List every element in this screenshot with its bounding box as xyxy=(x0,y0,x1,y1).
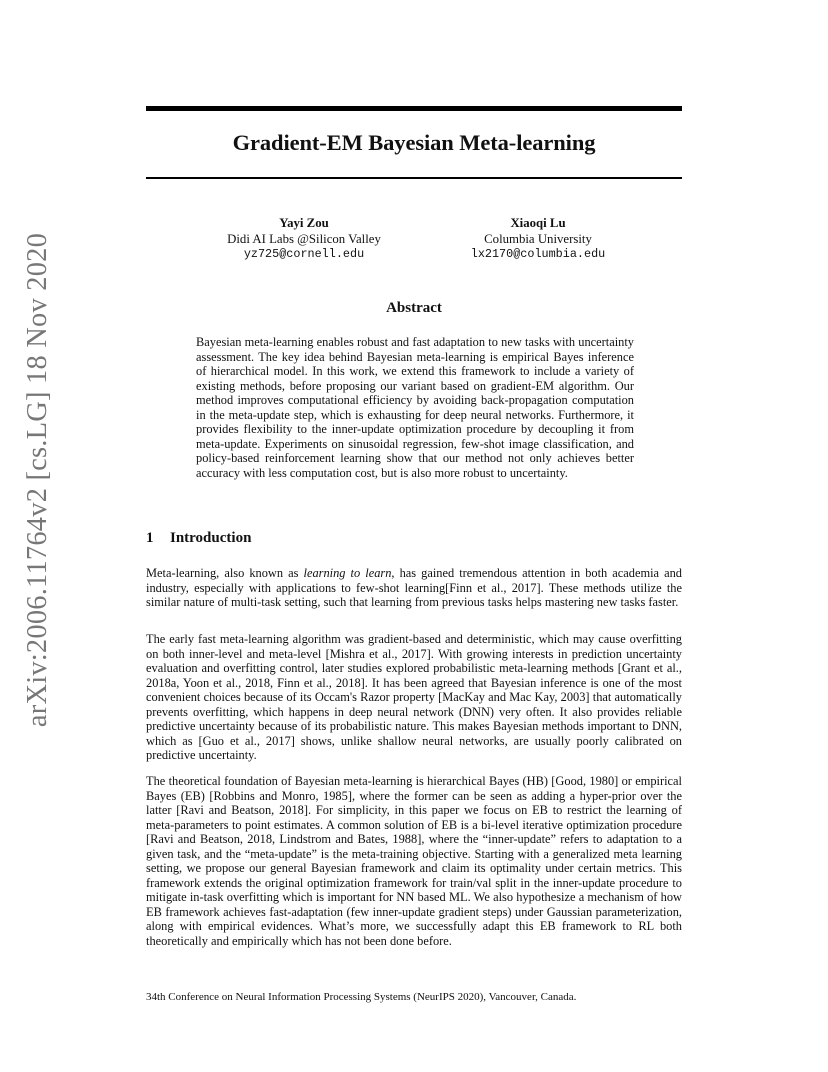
paragraph-text: Meta-learning, also known as xyxy=(146,566,304,580)
author-email: lx2170@columbia.edu xyxy=(470,247,606,261)
intro-paragraph-2: The early fast meta-learning algorithm was gradient-based and deterministic, which may cause overfitting on both inner-level and meta-level [Mishra et al., 2017]. With growing interests in prediction uncertainty evaluation and overfitting control, later studies explored probabilistic meta-learning methods [Grant et al., 2018a, Yoon et al., 2018, Finn et al., 2018]. It has been agreed that Bayesian inference is one of the most convenient choices because of its Occam's Razor property [MacKay and Mac Kay, 2003] that automatically prevents overfitting, which happens in deep neural network (DNN) very often. It also provides reliable predictive uncertainty because of its probabilistic nature. This makes Bayesian methods important to DNN, which as [Guo et al., 2017] shows, unlike shallow neural networks, are usually poorly calibrated on predictive uncertainty. xyxy=(146,632,682,763)
abstract-body: Bayesian meta-learning enables robust and fast adaptation to new tasks with uncertainty assessment. The key idea behind Bayesian meta-learning is empirical Bayes inference of hierarchical model. In this work, we extend this framework to include a variety of existing methods, before proposing our variant based on gradient-EM algorithm. Our method improves computational efficiency by avoiding back-propagation computation in the meta-update step, which is exhausting for deep neural networks. Furthermore, it provides flexibility to the inner-update optimization procedure by decoupling it from meta-update. Experiments on sinusoidal regression, few-shot image classification, and policy-based reinforcement learning show that our method not only achieves better accuracy with less computation cost, but is also more robust to uncertainty. xyxy=(196,335,634,480)
author-name: Yayi Zou xyxy=(279,216,329,230)
section-number: 1 xyxy=(146,530,154,546)
author-affiliation: Didi AI Labs @Silicon Valley xyxy=(227,231,381,246)
conference-footnote: 34th Conference on Neural Information Processing Systems (NeurIPS 2020), Vancouver, Canada. xyxy=(146,991,577,1003)
author-block-2 xyxy=(438,216,638,263)
paper-title: Gradient-EM Bayesian Meta-learning xyxy=(232,130,596,155)
title-bottom-rule xyxy=(146,177,682,179)
abstract-heading: Abstract xyxy=(386,300,442,316)
title-top-rule xyxy=(146,106,682,111)
author-email: yz725@cornell.edu xyxy=(243,247,365,261)
emphasized-term: learning to learn xyxy=(303,566,392,580)
author-affiliation: Columbia University xyxy=(484,231,592,246)
intro-paragraph-1 xyxy=(146,566,682,610)
section-title: Introduction xyxy=(170,530,252,546)
paragraph-text: , has gained tremendous attention in both academia and industry, especially with applications to few-shot learning[Finn et al., 2017]. These methods utilize the similar nature of multi-task setting, such that learning from previous tasks helps mastering new tasks faster. xyxy=(146,566,682,610)
arxiv-stamp: arXiv:2006.11764v2 [cs.LG] 18 Nov 2020 xyxy=(22,232,53,728)
author-block-1 xyxy=(204,216,404,263)
author-name: Xiaoqi Lu xyxy=(510,216,566,230)
section-heading xyxy=(146,530,251,547)
intro-paragraph-3: The theoretical foundation of Bayesian meta-learning is hierarchical Bayes (HB) [Good, 1980] or empirical Bayes (EB) [Robbins and Monro, 1985], where the former can be seen as adding a hyper-prior over the latter [Ravi and Beatson, 2018]. For simplicity, in this paper we focus on EB to restrict the learning of meta-parameters to point estimates. A common solution of EB is a bi-level iterative optimization procedure [Ravi and Beatson, 2018, Lindstrom and Bates, 1988], where the “inner-update” refers to adaptation to a given task, and the “meta-update” is the meta-training objective. Starting with a generalized meta learning setting, we propose our general Bayesian framework and claim its optimality under certain metrics. This framework extends the original optimization framework for train/val split in the inner-update procedure to mitigate in-task overfitting which is important for NN based ML. We also hypothesize a mechanism of how EB framework achieves fast-adaptation (few inner-update gradient steps) under Gaussian parameterization, along with empirical evidences. What’s more, we successfully adapt this EB framework to RL both theoretically and empirically which has not been done before. xyxy=(146,774,682,949)
